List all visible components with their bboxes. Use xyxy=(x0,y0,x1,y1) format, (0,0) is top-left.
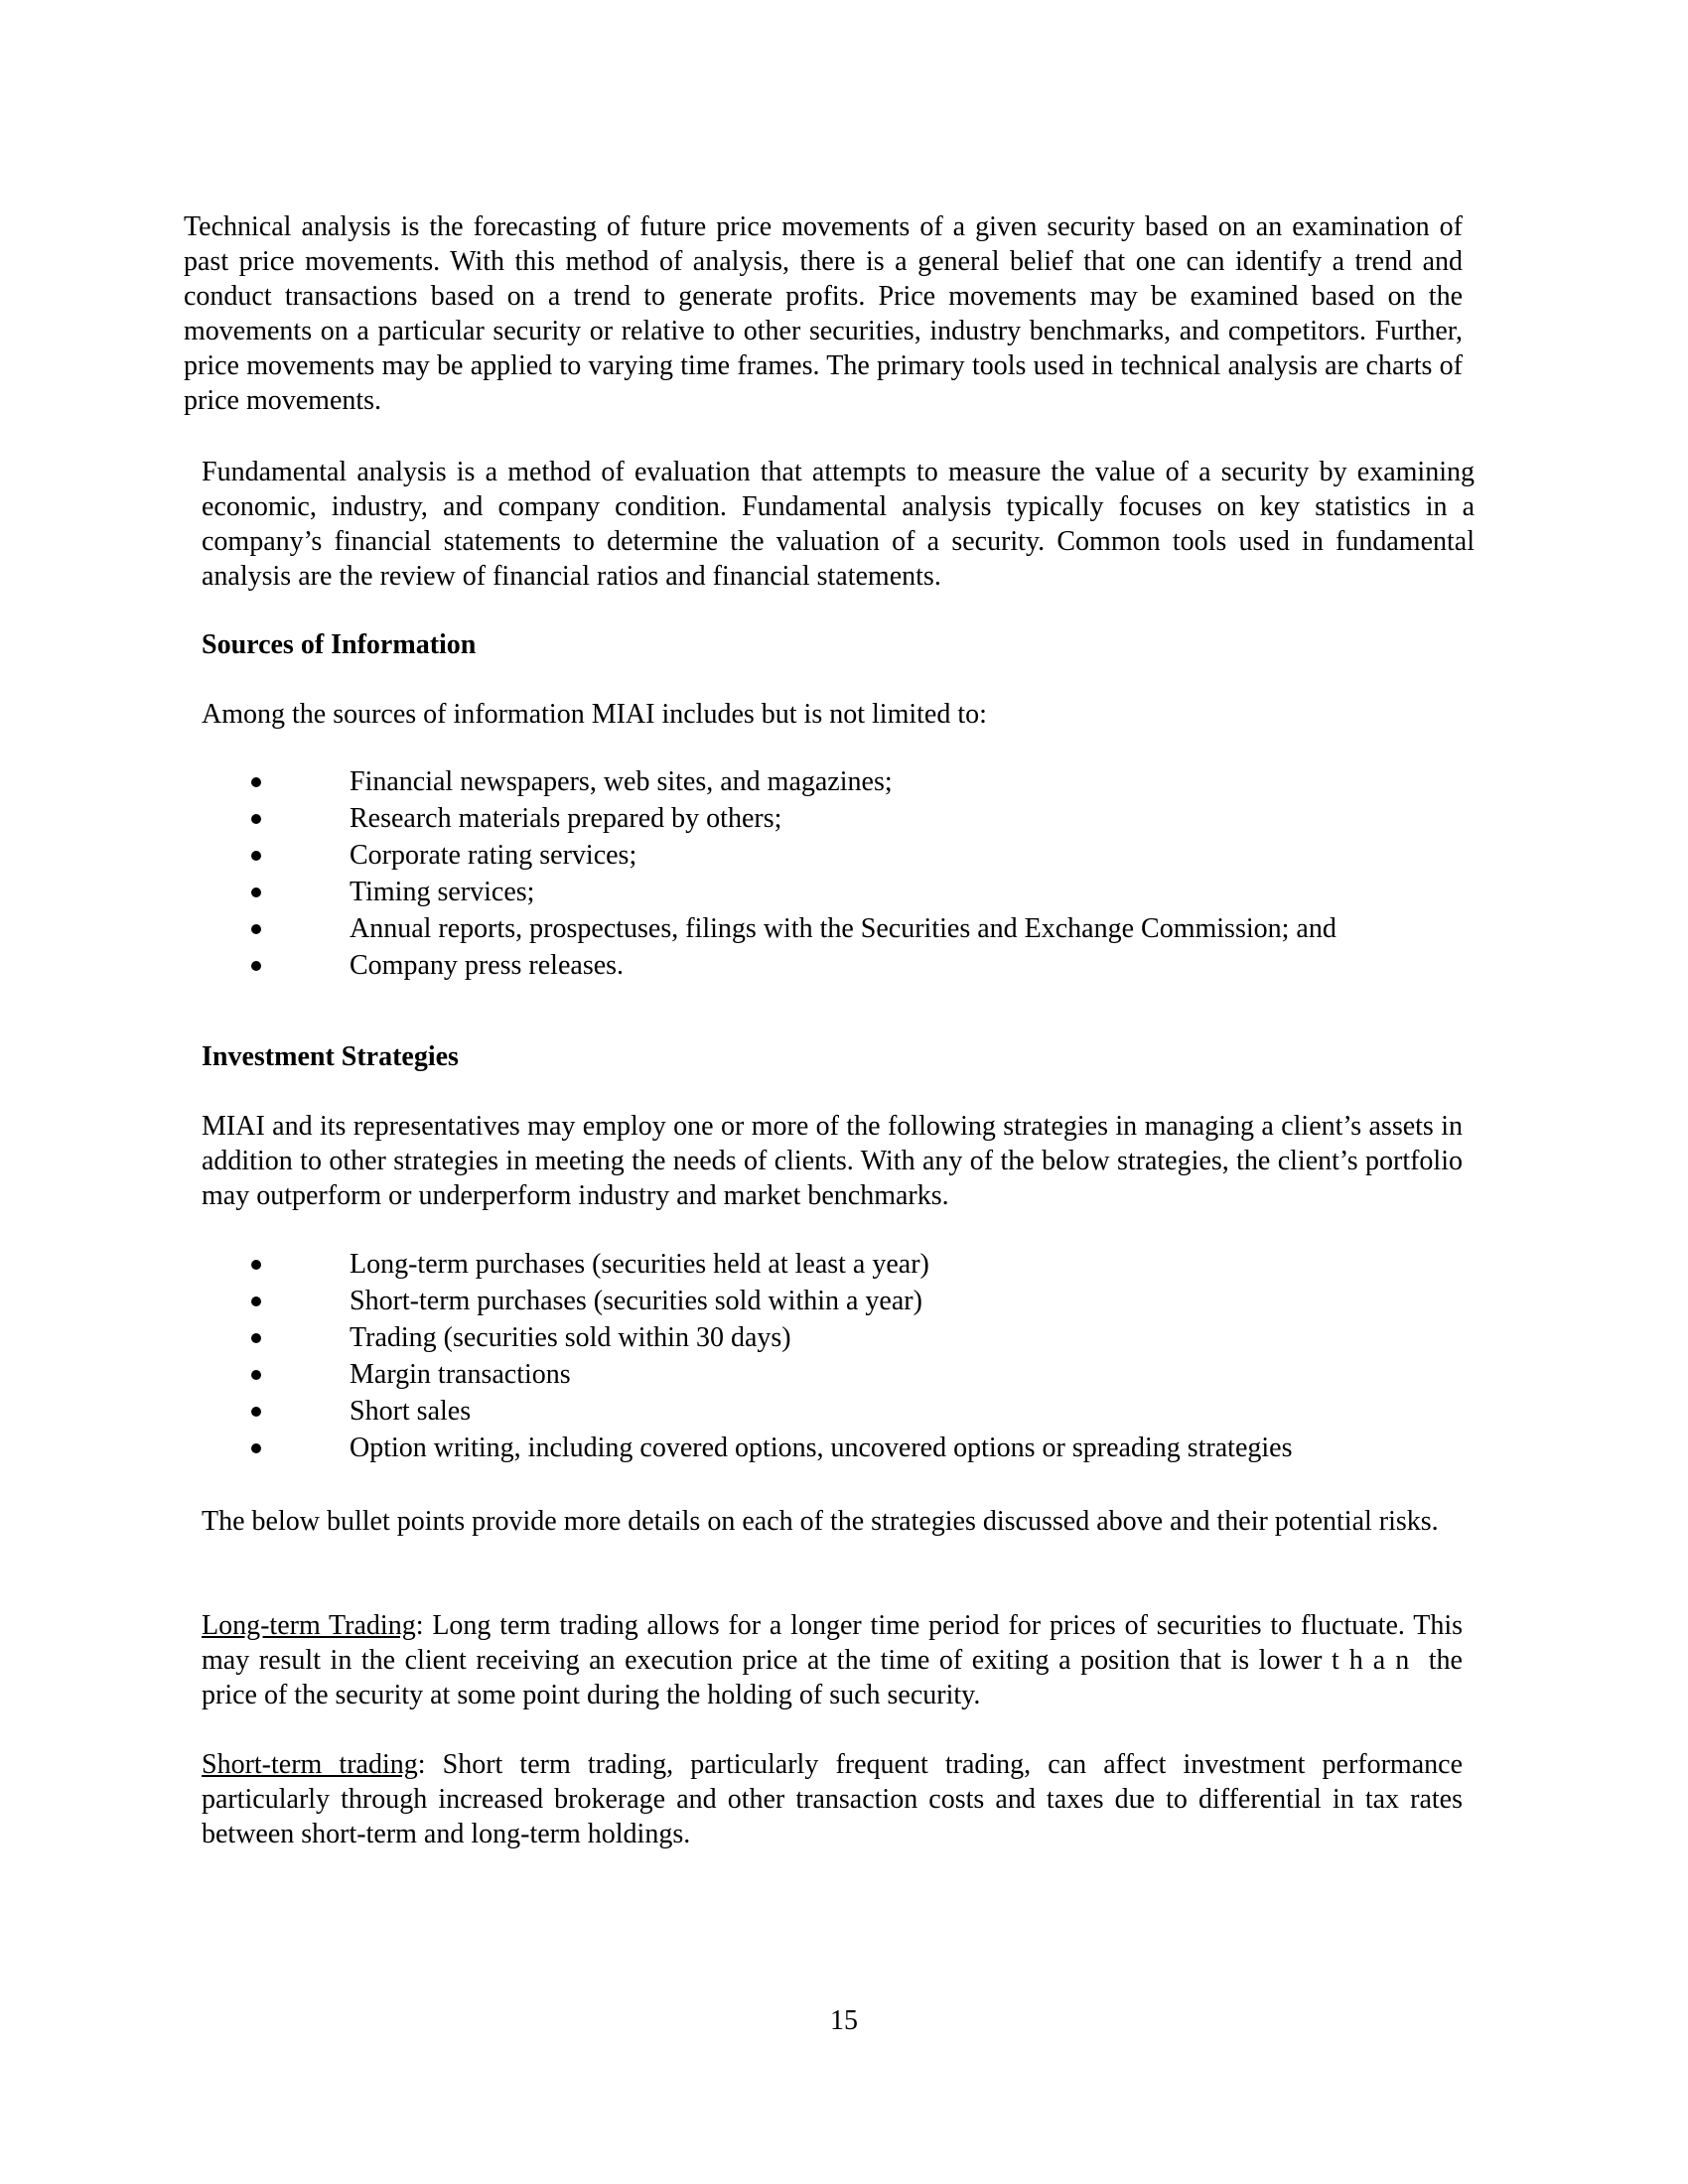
short-term-trading-label: Short-term trading xyxy=(202,1749,418,1780)
long-term-than-word: than xyxy=(1332,1645,1420,1676)
bullet-icon xyxy=(251,1260,261,1270)
fundamental-analysis-paragraph: Fundamental analysis is a method of evaluation that attempts to measure the value of a security by examining economic, industry, and company condition. Fundamental analysis typically focuses on key statistics in a company’s financial statements to determine the valuation of a security. Common tools used in fundamental analysis are the review of financial ratios and financial statements. xyxy=(202,457,1475,592)
long-term-trading-paragraph xyxy=(202,1608,1463,1712)
bullet-icon xyxy=(251,1407,261,1417)
bullet-icon xyxy=(251,1443,261,1453)
bullet-icon xyxy=(251,961,261,971)
list-item xyxy=(202,1283,1292,1319)
list-item xyxy=(202,763,1336,800)
bullet-icon xyxy=(251,1370,261,1380)
bullet-icon xyxy=(251,887,261,897)
list-item-text: Annual reports, prospectuses, filings with the Securities and Exchange Commission; and xyxy=(350,913,1336,944)
list-item xyxy=(202,1319,1292,1356)
short-term-trading-paragraph xyxy=(202,1747,1463,1851)
bullet-icon xyxy=(251,1297,261,1306)
strategies-intro-paragraph: MIAI and its representatives may employ one or more of the following strategies in managing a client’s assets in addition to other strategies in meeting the needs of clients. With any of the below strategies, the client’s portfolio may outperform or underperform industry and market benchmarks. xyxy=(202,1111,1463,1211)
sources-of-information-heading: Sources of Information xyxy=(202,629,477,660)
list-item xyxy=(202,910,1336,947)
list-item xyxy=(202,947,1336,984)
investment-strategies-heading: Investment Strategies xyxy=(202,1041,459,1072)
bullet-icon xyxy=(251,851,261,861)
page-number: 15 xyxy=(830,2005,858,2036)
list-item xyxy=(202,1393,1292,1430)
list-item-text: Corporate rating services; xyxy=(350,840,637,871)
bullet-icon xyxy=(251,924,261,934)
list-item-text: Option writing, including covered options, uncovered options or spreading strategies xyxy=(350,1433,1293,1463)
bullet-icon xyxy=(251,1333,261,1343)
long-term-trading-text: : Long term trading allows for a longer time period for prices of securities to fluctuate. This may result in the client receiving an execution price at the time of exiting a position that is lower xyxy=(202,1610,1464,1676)
list-item xyxy=(202,1246,1292,1283)
bullet-icon xyxy=(251,777,261,787)
list-item xyxy=(202,1430,1292,1466)
sources-intro: Among the sources of information MIAI includes but is not limited to: xyxy=(202,699,987,730)
list-item-text: Trading (securities sold within 30 days) xyxy=(350,1322,791,1353)
list-item-text: Research materials prepared by others; xyxy=(350,803,782,834)
list-item-text: Financial newspapers, web sites, and magazines; xyxy=(350,766,893,797)
bullet-details-paragraph: The below bullet points provide more details on each of the strategies discussed above and their potential risks. xyxy=(202,1506,1439,1537)
list-item-text: Short sales xyxy=(350,1396,472,1427)
bullet-icon xyxy=(251,814,261,824)
list-item xyxy=(202,837,1336,874)
list-item-text: Margin transactions xyxy=(350,1359,571,1390)
long-term-trading-text-end: the price of the security at some point during the holding of such security. xyxy=(202,1645,1463,1710)
list-item xyxy=(202,1356,1292,1393)
long-term-trading-label: Long-term Trading xyxy=(202,1610,416,1641)
list-item-text: Short-term purchases (securities sold within a year) xyxy=(350,1286,922,1316)
strategies-list xyxy=(202,1246,1292,1466)
list-item-text: Long-term purchases (securities held at least a year) xyxy=(350,1249,929,1280)
short-term-trading-text: : Short term trading, particularly frequent trading, can affect investment performance particularly through increased brokerage and other transaction costs and taxes due to differential in tax rates between short-term and long-term holdings. xyxy=(202,1749,1463,1849)
list-item xyxy=(202,874,1336,910)
sources-list xyxy=(202,763,1336,984)
list-item-text: Company press releases. xyxy=(350,950,625,981)
list-item xyxy=(202,800,1336,837)
list-item-text: Timing services; xyxy=(350,877,535,907)
technical-analysis-paragraph: Technical analysis is the forecasting of future price movements of a given security based on an examination of past price movements. With this method of analysis, there is a general belief that one can identify a trend and conduct transactions based on a trend to generate profits. Price movements may be examined based on the movements on a particular security or relative to other securities, industry benchmarks, and competitors. Further, price movements may be applied to varying time frames. The primary tools used in technical analysis are charts of price movements. xyxy=(184,211,1463,416)
